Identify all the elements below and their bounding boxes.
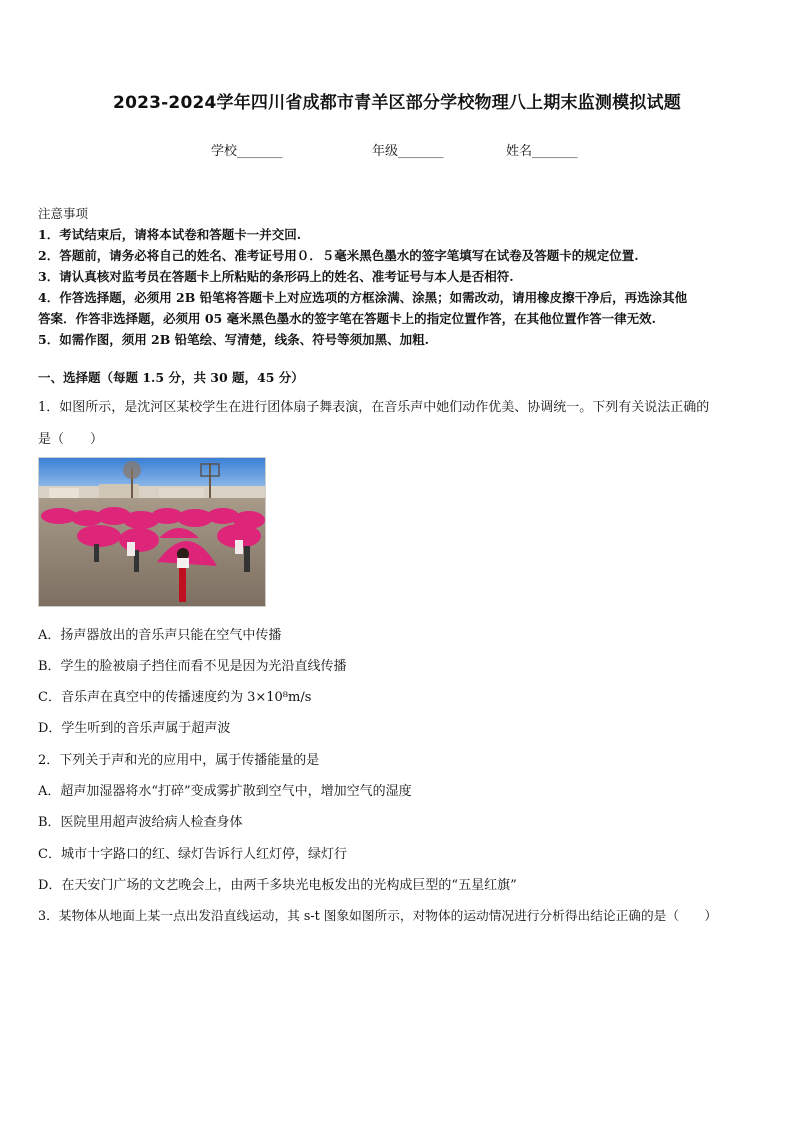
- q3-stem: 3．某物体从地面上某一点出发沿直线运动，其 s-t 图象如图所示，对物体的运动情况进行分析得出结论正确的是（ ）: [38, 908, 718, 923]
- notice-item-2: 2．答题前，请务必将自己的姓名、准考证号用０．５毫米黑色墨水的签字笔填写在试卷及答题卡的规定位置.: [38, 248, 639, 263]
- notice-item-5: 5．如需作图，须用 2B 铅笔绘、写清楚，线条、符号等须加黑、加粗.: [38, 332, 430, 347]
- q2-option-d: D．在天安门广场的文艺晚会上，由两千多块光电板发出的光构成巨型的“五星红旗”: [38, 878, 517, 893]
- q1-option-b: B．学生的脸被扇子挡住而看不见是因为光沿直线传播: [38, 659, 347, 674]
- q1-stem-cont: 是（ ）: [38, 432, 104, 447]
- notice-item-1: 1．考试结束后，请将本试卷和答题卡一并交回.: [38, 227, 302, 242]
- q2-option-a: A．超声加湿器将水“打碎”变成雾扩散到空气中，增加空气的湿度: [38, 784, 412, 799]
- notice-item-3: 3．请认真核对监考员在答题卡上所粘贴的条形码上的姓名、准考证号与本人是否相符.: [38, 269, 514, 284]
- q2-stem: 2．下列关于声和光的应用中，属于传播能量的是: [38, 753, 320, 768]
- q2-option-c: C．城市十字路口的红、绿灯告诉行人红灯停，绿灯行: [38, 847, 347, 862]
- exam-title: 2023-2024学年四川省成都市青羊区部分学校物理八上期末监测模拟试题: [113, 93, 681, 113]
- section-choice-heading: 一、选择题（每题 1.5 分，共 30 题，45 分）: [38, 370, 304, 385]
- notice-heading: 注意事项: [38, 206, 89, 221]
- name-field[interactable]: 姓名_______: [506, 144, 578, 159]
- q2-option-b: B．医院里用超声波给病人检查身体: [38, 815, 243, 830]
- notice-item-4: 4．作答选择题，必须用 2B 铅笔将答题卡上对应选项的方框涂满、涂黑；如需改动，请用橡皮擦干净后，再选涂其他: [38, 290, 688, 305]
- q1-option-d: D．学生听到的音乐声属于超声波: [38, 721, 231, 736]
- notice-item-4-cont: 答案．作答非选择题，必须用 05 毫米黑色墨水的签字笔在答题卡上的指定位置作答，在其他位置作答一律无效.: [38, 311, 656, 326]
- school-field[interactable]: 学校_______: [211, 144, 283, 159]
- fan-dance-photo: [38, 457, 266, 607]
- notice-block: [38, 203, 758, 350]
- q1-stem: 1．如图所示，是沈河区某校学生在进行团体扇子舞表演，在音乐声中她们动作优美、协调统一。下列有关说法正确的: [38, 400, 710, 415]
- q1-option-a: A．扬声器放出的音乐声只能在空气中传播: [38, 628, 282, 643]
- q1-option-c: C．音乐声在真空中的传播速度约为 3×10⁸m/s: [38, 690, 312, 705]
- grade-field[interactable]: 年级_______: [372, 144, 444, 159]
- fan-dance-image: [39, 458, 265, 606]
